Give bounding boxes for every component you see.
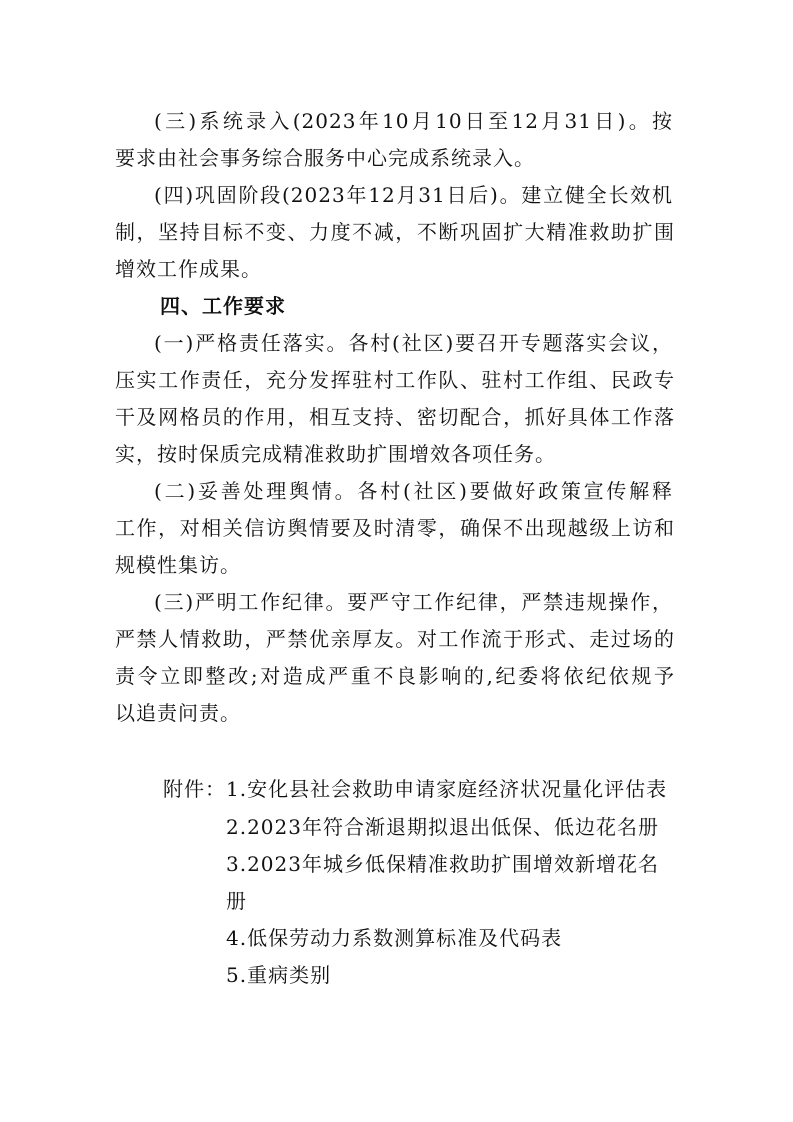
paragraph-responsibility-line-1: (一)严格责任落实。各村(社区)要召开专题落实会议， (154, 331, 673, 355)
paragraph-system-entry-line-1: (三)系统录入(2023年10月10日至12月31日)。按 (154, 109, 673, 133)
paragraph-responsibility-line-3: 干及网格员的作用，相互支持、密切配合，抓好具体工作落 (115, 405, 675, 429)
attachment-item-2: 2.2023年符合渐退期拟退出低保、低边花名册 (226, 815, 659, 839)
paragraph-consolidation-line-2: 制，坚持目标不变、力度不减，不断巩固扩大精准救助扩围 (115, 220, 675, 244)
paragraph-consolidation-line-3: 增效工作成果。 (115, 257, 262, 281)
attachment-item-5: 5.重病类别 (226, 963, 332, 987)
paragraph-discipline-line-3: 责令立即整改;对造成严重不良影响的,纪委将依纪依规予 (115, 664, 675, 688)
paragraph-discipline-line-2: 严禁人情救助，严禁优亲厚友。对工作流于形式、走过场的 (115, 627, 675, 651)
attachment-item-3: 3.2023年城乡低保精准救助扩围增效新增花名 (226, 852, 659, 876)
paragraph-responsibility-line-4: 实，按时保质完成精准救助扩围增效各项任务。 (115, 442, 556, 466)
paragraph-consolidation-line-1: (四)巩固阶段(2023年12月31日后)。建立健全长效机 (154, 183, 673, 207)
paragraph-discipline-line-1: (三)严明工作纪律。要严守工作纪律，严禁违规操作， (154, 590, 673, 614)
paragraph-system-entry-line-2: 要求由社会事务综合服务中心完成系统录入。 (115, 146, 535, 170)
attachments-label: 附件： (163, 777, 226, 801)
paragraph-public-opinion-line-1: (二)妥善处理舆情。各村(社区)要做好政策宣传解释 (154, 479, 673, 503)
paragraph-public-opinion-line-3: 规模性集访。 (115, 553, 241, 577)
attachment-item-1: 1.安化县社会救助申请家庭经济状况量化评估表 (226, 777, 668, 801)
attachment-item-4: 4.低保劳动力系数测算标准及代码表 (226, 926, 563, 950)
paragraph-discipline-line-4: 以追责问责。 (115, 701, 241, 725)
section-title: 四、工作要求 (160, 294, 286, 318)
paragraph-responsibility-line-2: 压实工作责任，充分发挥驻村工作队、驻村工作组、民政专 (115, 368, 675, 392)
paragraph-public-opinion-line-2: 工作，对相关信访舆情要及时清零，确保不出现越级上访和 (115, 516, 675, 540)
attachment-item-3-continuation: 册 (226, 889, 247, 913)
